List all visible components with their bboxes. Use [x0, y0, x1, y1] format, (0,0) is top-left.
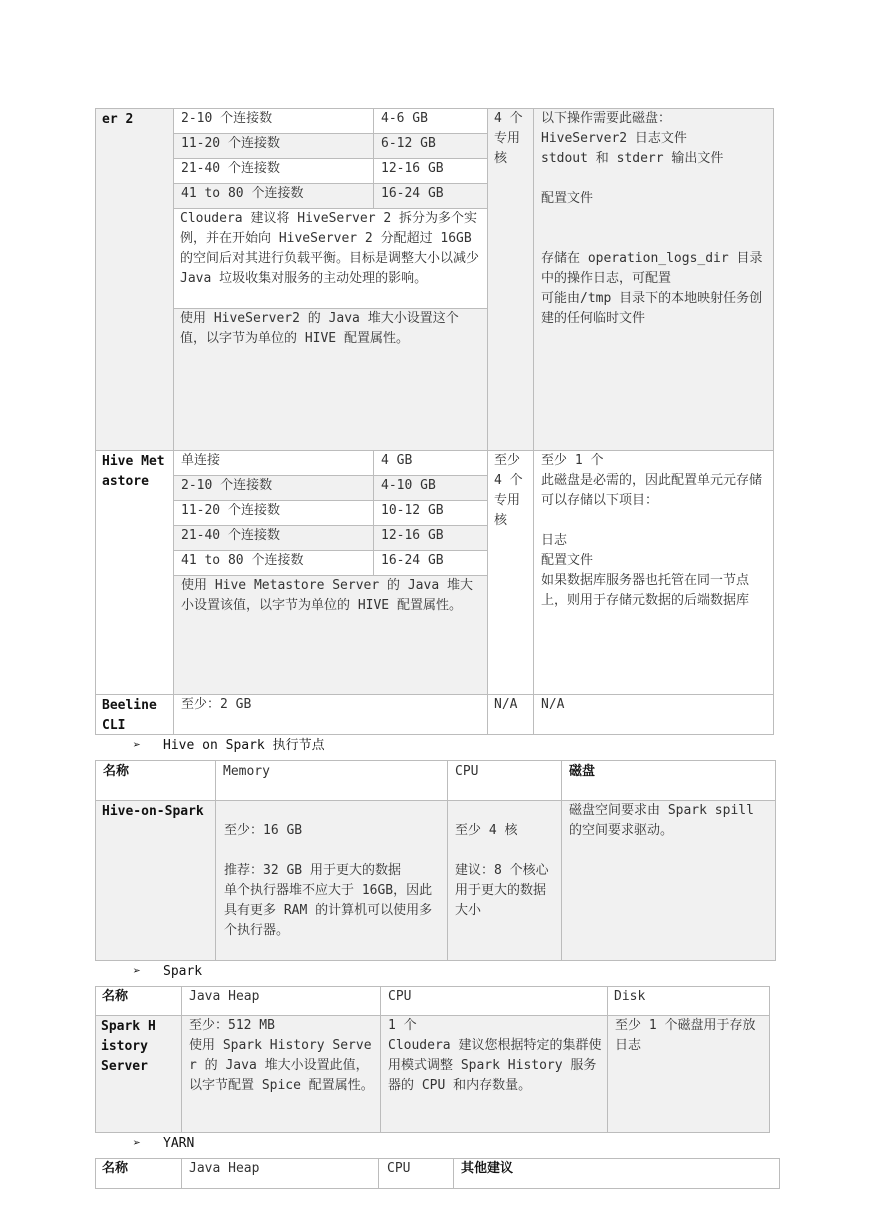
- section-hive-on-spark-title: Hive on Spark 执行节点: [163, 738, 325, 753]
- hos-disk: 磁盘空间要求由 Spark spill 的空间要求驱动。: [569, 803, 762, 838]
- beeline-cpu: N/A: [494, 697, 518, 712]
- metastore-row-memory: 4-10 GB: [381, 478, 436, 493]
- section-hive-on-spark: [133, 736, 325, 756]
- spark-header-disk: Disk: [614, 989, 646, 1004]
- hos-name: Hive-on-Spark: [102, 804, 204, 819]
- metastore-row-connections: 2-10 个连接数: [181, 478, 273, 493]
- hs2-cpu: 4 个专用核: [494, 111, 523, 166]
- spark-disk: 至少 1 个磁盘用于存放日志: [615, 1018, 756, 1053]
- beeline-disk: N/A: [541, 697, 565, 712]
- metastore-row-connections: 21-40 个连接数: [181, 528, 280, 543]
- hos-header-memory: Memory: [223, 764, 270, 779]
- hos-header-cpu: CPU: [455, 764, 479, 779]
- spark-header-heap: Java Heap: [189, 989, 260, 1004]
- yarn-header-heap: Java Heap: [189, 1161, 260, 1176]
- metastore-cpu: 至少 4 个专用核: [494, 453, 528, 528]
- hs2-name-cell: [95, 108, 174, 451]
- beeline-label: Beeline CLI: [102, 698, 165, 733]
- hs2-row-connections: 41 to 80 个连接数: [181, 186, 304, 201]
- metastore-row-memory: 12-16 GB: [381, 528, 444, 543]
- hs2-row-connections: 2-10 个连接数: [181, 111, 273, 126]
- metastore-note: 使用 Hive Metastore Server 的 Java 堆大小设置该值，以字节为单位的 HIVE 配置属性。: [181, 578, 473, 613]
- hs2-label: er 2: [102, 112, 134, 127]
- hos-memory: 至少：16 GB 推荐：32 GB 用于更大的数据 单个执行器堆不应大于 16GB，因此具有更多 RAM 的计算机可以使用多个执行器。: [224, 823, 433, 938]
- spark-heap: 至少：512 MB 使用 Spark History Server 的 Java 堆大小设置此值，以字节配置 Spice 配置属性。: [189, 1018, 374, 1093]
- hos-cpu: 至少 4 核 建议：8 个核心用于更大的数据大小: [455, 823, 549, 918]
- metastore-disk: 至少 1 个 此磁盘是必需的，因此配置单元元存储可以存储以下项目： 日志 配置文件 如果数据库服务器也托管在同一节点上，则用于存储元数据的后端数据库: [541, 453, 763, 608]
- yarn-header-cpu: CPU: [387, 1161, 411, 1176]
- yarn-header-name: 名称: [102, 1161, 129, 1176]
- hs2-row-connections: 21-40 个连接数: [181, 161, 280, 176]
- metastore-row-memory: 16-24 GB: [381, 553, 444, 568]
- hs2-note1: Cloudera 建议将 HiveServer 2 拆分为多个实例，并在开始向 HiveServer 2 分配超过 16GB 的空间后对其进行负载平衡。目标是调整大小以减少 Java 垃圾收集对服务的主动处理的影响。: [180, 211, 487, 286]
- section-yarn: [133, 1134, 194, 1154]
- metastore-label: Hive Metastore: [102, 454, 165, 489]
- hos-header-disk: 磁盘: [569, 764, 596, 779]
- hs2-row-connections: 11-20 个连接数: [181, 136, 280, 151]
- metastore-row-connections: 单连接: [181, 453, 221, 468]
- hos-header-name: 名称: [103, 764, 130, 779]
- arrow-bullet-icon: ➢: [133, 1136, 141, 1151]
- hs2-note2: 使用 HiveServer2 的 Java 堆大小设置这个值，以字节为单位的 HIVE 配置属性。: [180, 311, 459, 346]
- hs2-row-memory: 6-12 GB: [381, 136, 436, 151]
- beeline-mem: 至少：2 GB: [181, 697, 252, 712]
- spark-name: Spark History Server: [101, 1019, 156, 1074]
- spark-cpu: 1 个 Cloudera 建议您根据特定的集群使用模式调整 Spark History 服务器的 CPU 和内存数量。: [388, 1018, 602, 1093]
- arrow-bullet-icon: ➢: [133, 964, 141, 979]
- hs2-row-memory: 16-24 GB: [381, 186, 444, 201]
- section-yarn-title: YARN: [163, 1136, 195, 1151]
- hos-cell: [95, 800, 216, 961]
- metastore-row-memory: 10-12 GB: [381, 503, 444, 518]
- hs2-row-memory: 12-16 GB: [381, 161, 444, 176]
- spark-header-cell: [380, 986, 608, 1016]
- metastore-row-connections: 11-20 个连接数: [181, 503, 280, 518]
- metastore-row-memory: 4 GB: [381, 453, 413, 468]
- section-spark-title: Spark: [163, 964, 203, 979]
- beeline-disk-cell: [533, 694, 774, 735]
- yarn-header-other: 其他建议: [461, 1161, 514, 1176]
- spark-header-cpu: CPU: [388, 989, 412, 1004]
- arrow-bullet-icon: ➢: [133, 738, 141, 753]
- hs2-disk: 以下操作需要此磁盘： HiveServer2 日志文件 stdout 和 stderr 输出文件 配置文件 存储在 operation_logs_dir 目录中的操作日志，可配置 可能由/tmp 目录下的本地映射任务创建的任何临时文件: [541, 111, 763, 326]
- metastore-row-connections: 41 to 80 个连接数: [181, 553, 304, 568]
- hs2-row-memory: 4-6 GB: [381, 111, 428, 126]
- spark-header-name: 名称: [102, 989, 129, 1004]
- section-spark: [133, 962, 202, 982]
